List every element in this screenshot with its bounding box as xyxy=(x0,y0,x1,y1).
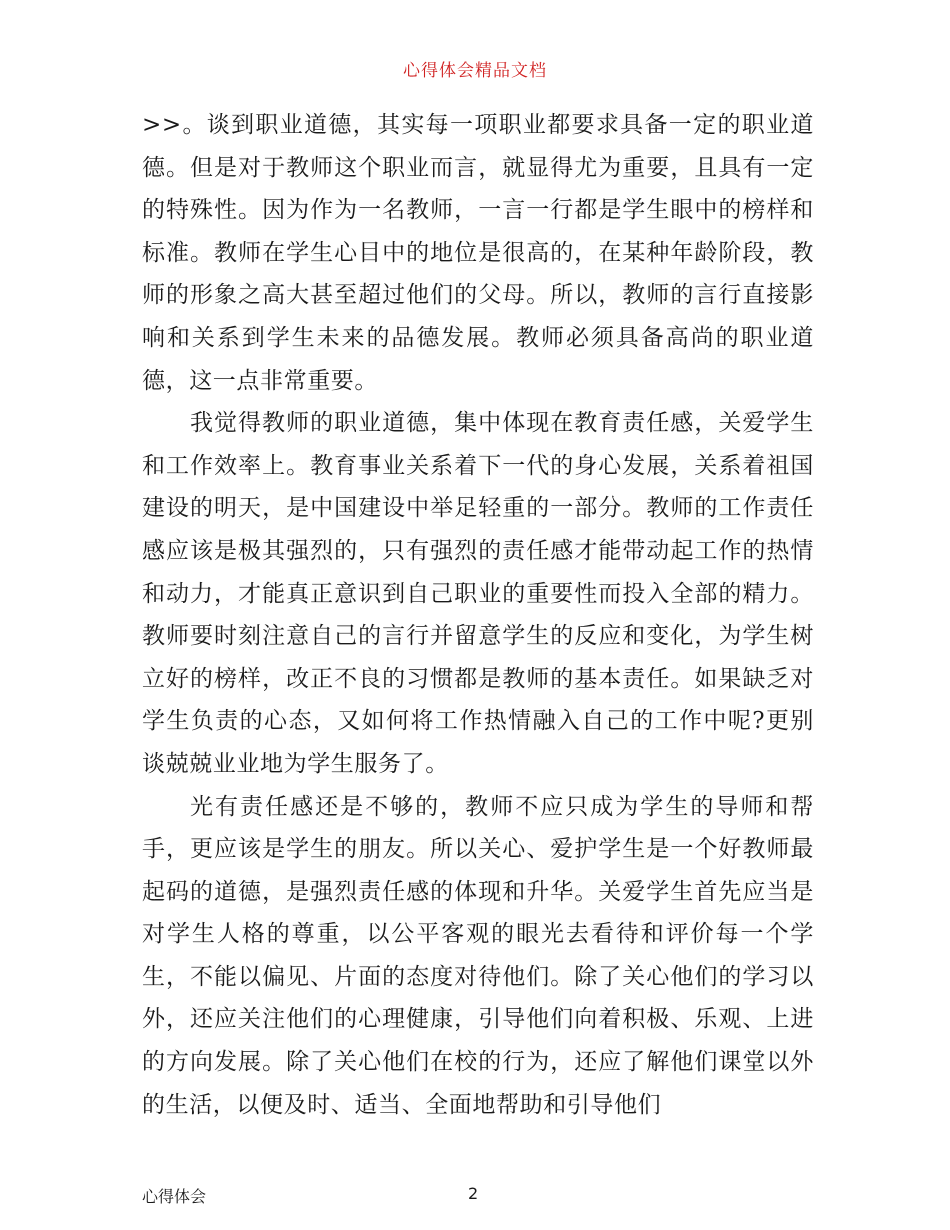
footer-label: 心得体会 xyxy=(142,1187,207,1206)
document-body xyxy=(142,104,814,1126)
paragraph-3: 光有责任感还是不够的，教师不应只成为学生的导师和帮手，更应该是学生的朋友。所以关心、爱护学生是一个好教师最起码的道德，是强烈责任感的体现和升华。关爱学生首先应当是对学生人格的尊重，以公平客观的眼光去看待和评价每一个学生，不能以偏见、片面的态度对待他们。除了关心他们的学习以外，还应关注他们的心理健康，引导他们向着积极、乐观、上进的方向发展。除了关心他们在校的行为，还应了解他们课堂以外的生活，以便及时、适当、全面地帮助和引导他们 xyxy=(142,793,814,1118)
page-header-title: 心得体会精品文档 xyxy=(403,61,547,81)
paragraph-2: 我觉得教师的职业道德，集中体现在教育责任感，关爱学生和工作效率上。教育事业关系着下一代的身心发展，关系着祖国建设的明天，是中国建设中举足轻重的一部分。教师的工作责任感应该是极其强烈的，只有强烈的责任感才能带动起工作的热情和动力，才能真正意识到自己职业的重要性而投入全部的精力。教师要时刻注意自己的言行并留意学生的反应和变化，为学生树立好的榜样，改正不良的习惯都是教师的基本责任。如果缺乏对学生负责的心态，又如何将工作热情融入自己的工作中呢?更别谈兢兢业业地为学生服务了。 xyxy=(142,410,814,777)
page-number: 2 xyxy=(468,1184,479,1203)
paragraph-1: >>。谈到职业道德，其实每一项职业都要求具备一定的职业道德。但是对于教师这个职业而言，就显得尤为重要，且具有一定的特殊性。因为作为一名教师，一言一行都是学生眼中的榜样和标准。教师在学生心目中的地位是很高的，在某种年龄阶段，教师的形象之高大甚至超过他们的父母。所以，教师的言行直接影响和关系到学生未来的品德发展。教师必须具备高尚的职业道德，这一点非常重要。 xyxy=(142,112,814,394)
